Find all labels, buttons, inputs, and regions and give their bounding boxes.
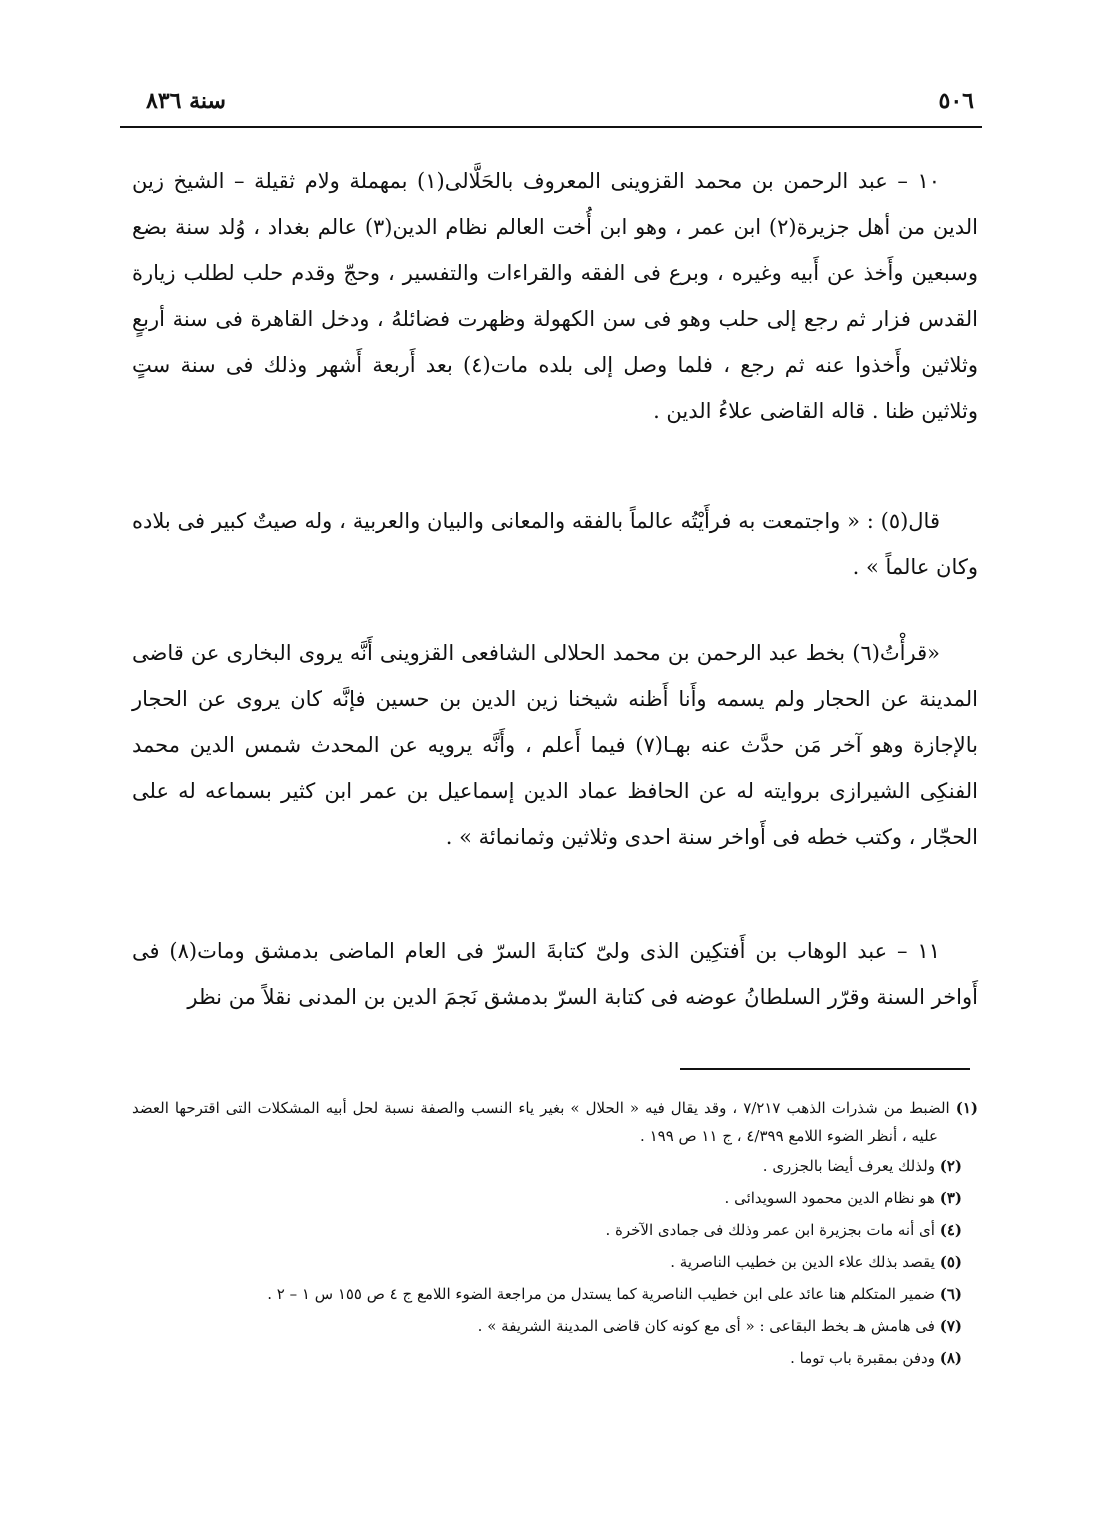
footnote-text: ولذلك يعرف أيضا بالجزرى . — [762, 1157, 935, 1175]
quote-paragraph — [132, 498, 978, 590]
footnote-7 — [132, 1310, 978, 1342]
footnote-number: (٧) — [939, 1317, 962, 1335]
footnote-number: (٢) — [939, 1157, 962, 1175]
footnote-number: (٨) — [939, 1349, 962, 1367]
footnote-text: فى هامش هـ بخط البقاعى : « أى مع كونه كان قاضى المدينة الشريفة » . — [477, 1317, 935, 1335]
footnotes-section — [132, 1094, 978, 1374]
running-header — [120, 88, 982, 118]
body-paragraph-1: ١٠ – عبد الرحمن بن محمد القزوينى المعروف بالحَلَّالى(١) بمهملة ولام ثقيلة – الشيخ زين الدين من أهل جزيرة(٢) ابن عمر ، وهو ابن أُخت العالم نظام الدين(٣) عالم بغداد ، وُلد سنة بضع وسبعين وأَخذ عن أَبيه وغيره ، وبرع فى الفقه والقراءات والتفسير ، وحجّ وقدم حلب لطلب زيارة القدس فزار ثم رجع إلى حلب وهو فى سن الكهولة وظهرت فضائلهُ ، ودخل القاهرة فى سنة أربعٍ وثلاثين وأَخذوا عنه ثم رجع ، فلما وصل إلى بلده مات(٤) بعد أَربعة أَشهر وذلك فى سنة ستٍ وثلاثين ظنا . قاله القاضى علاءُ الدين . — [132, 169, 979, 423]
reading-paragraph — [132, 630, 978, 860]
footnote-4 — [132, 1214, 978, 1246]
page-number: ٥٠٦ — [938, 88, 974, 114]
footnote-3 — [132, 1182, 978, 1214]
footnote-number: (٤) — [939, 1221, 962, 1239]
footnote-text: يقصد بذلك علاء الدين بن خطيب الناصرية . — [670, 1253, 935, 1271]
body-paragraph-3: «قرأْتُ(٦) بخط عبد الرحمن بن محمد الحلالى الشافعى القزوينى أَنَّه يروى البخارى عن قاضى المدينة عن الحجار ولم يسمه وأَنا أَظنه شيخنا زين الدين بن حسين فإنَّه كان يروى عن الحجار بالإجازة وهو آخر مَن حدَّث عنه بهـا(٧) فيما أَعلم ، وأَنَّه يرويه عن المحدث شمس الدين محمد الفنكِى الشيرازى بروايته له عن الحافظ عماد الدين إسماعيل بن عمر ابن كثير بسماعه له على الحجّار ، وكتب خطه فى أَواخر سنة احدى وثلاثين وثمانمائة » . — [132, 641, 978, 849]
footnote-divider — [680, 1068, 970, 1070]
footnote-text: أى أنه مات بجزيرة ابن عمر وذلك فى جمادى الآخرة . — [605, 1221, 935, 1239]
running-title-year: سنة ٨٣٦ — [146, 88, 226, 114]
footnote-number: (٥) — [939, 1253, 962, 1271]
footnote-number: (٦) — [939, 1285, 962, 1303]
footnote-text: ضمير المتكلم هنا عائد على ابن خطيب الناصرية كما يستدل من مراجعة الضوء اللامع ج ٤ ص ١٥٥ س ١ – ٢ . — [267, 1285, 935, 1303]
header-divider — [120, 126, 982, 128]
footnote-text: ودفن بمقبرة باب توما . — [790, 1349, 935, 1367]
footnote-6 — [132, 1278, 978, 1310]
footnote-number: (٣) — [939, 1189, 962, 1207]
entry-11-paragraph — [132, 928, 978, 1020]
footnote-8 — [132, 1342, 978, 1374]
body-paragraph-2: قال(٥) : « واجتمعت به فرأَيْتُه عالماً بالفقه والمعانى والبيان والعربية ، وله صيتٌ كبير فى بلاده وكان عالماً » . — [132, 509, 978, 579]
footnote-text: هو نظام الدين محمود السويدائى . — [724, 1189, 935, 1207]
footnote-2 — [132, 1150, 978, 1182]
footnote-number: (١) — [955, 1099, 978, 1117]
footnote-text: الضبط من شذرات الذهب ٧/٢١٧ ، وقد يقال فيه « الحلال » بغير ياء النسب والصفة نسبة لحل أبيه المشكلات التى اقترحها العضد عليه ، أنظر الضوء اللامع ٤/٣٩٩ ، ج ١١ ص ١٩٩ . — [132, 1099, 950, 1145]
footnote-5 — [132, 1246, 978, 1278]
body-paragraph-4: ١١ – عبد الوهاب بن أَفتكِين الذى ولىّ كتابةَ السرّ فى العام الماضى بدمشق ومات(٨) فى أَواخر السنة وقرّر السلطانُ عوضه فى كتابة السرّ بدمشق نَجمَ الدين بن المدنى نقلاً من نظر — [132, 939, 978, 1009]
entry-10-paragraph — [132, 158, 978, 434]
footnote-1 — [132, 1094, 978, 1150]
